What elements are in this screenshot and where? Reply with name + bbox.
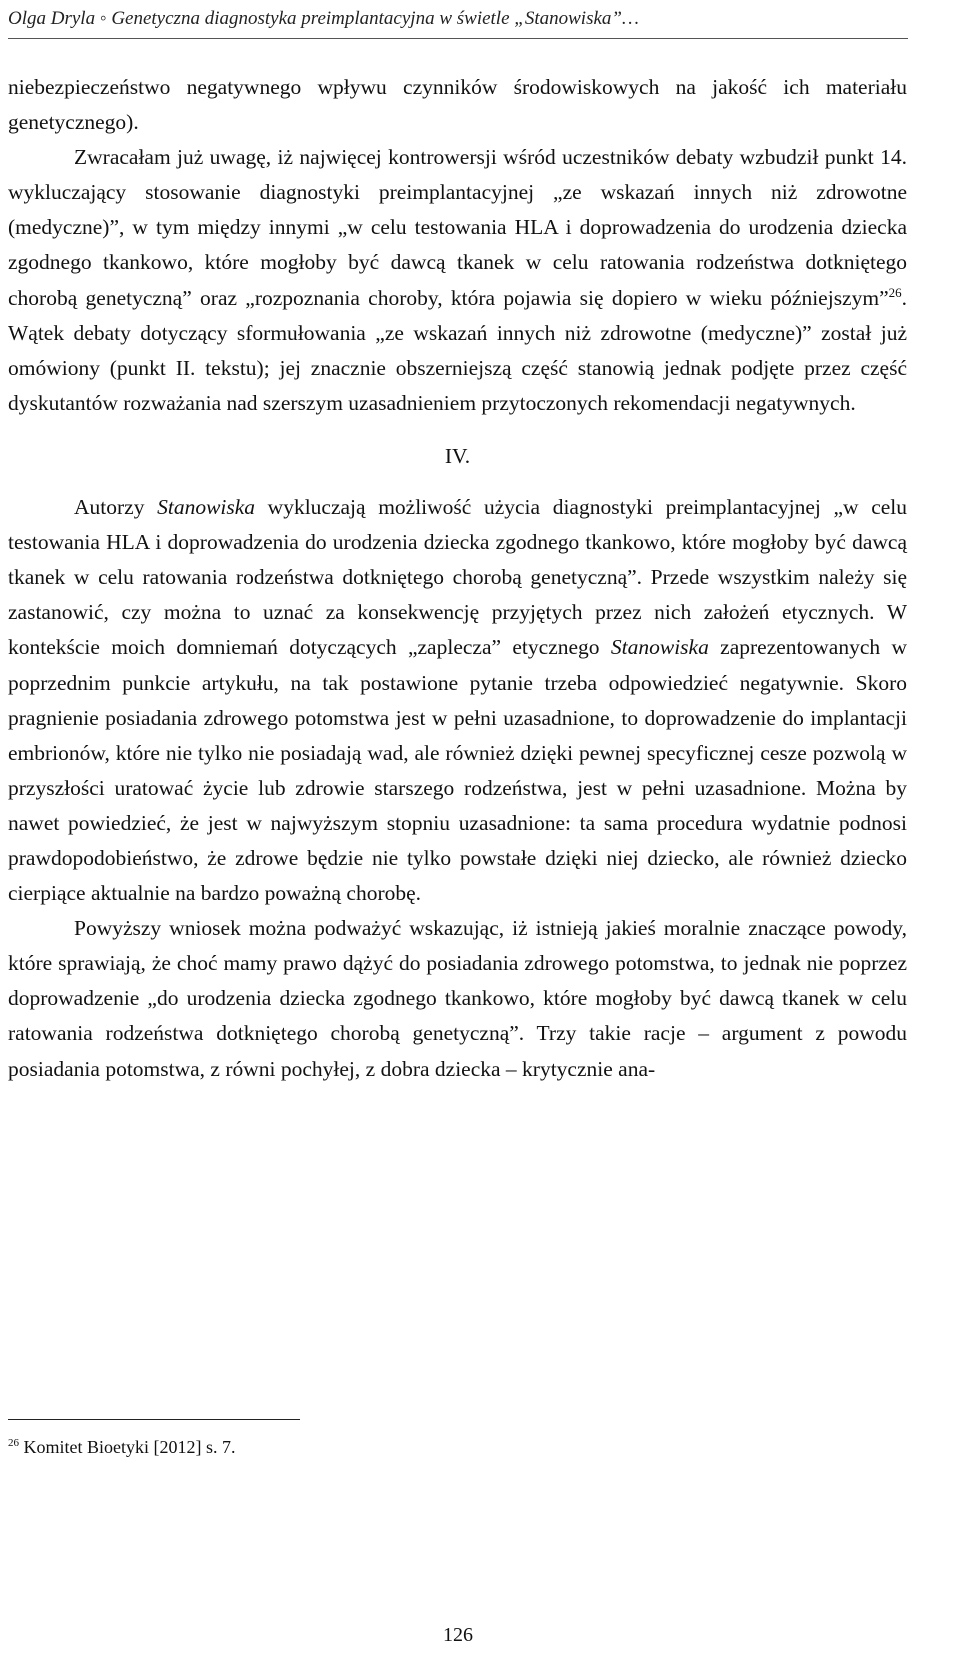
paragraph-2: Zwracałam już uwagę, iż najwięcej kontrowersji wśród uczestników debaty wzbudził punkt 14. wykluczający stosowanie diagnostyki preimplantacyjnej „ze wskazań innych niż zdrowotne (medyczne)”, w tym między innymi „w celu testowania HLA i doprowadzenia do urodzenia dziecka zgodnego tkankowo, które mogłoby być dawcą tkanek w celu ratowania rodzeństwa dotkniętego chorobą genetyczną” oraz „rozpoznania choroby, która pojawia się dopiero w wieku późniejszym”$^{26}$. Wątek debaty dotyczący sformułowania „ze wskazań innych niż zdrowotne (medyczne)” został już omówiony (punkt II. tekstu); jej znacznie obszerniejszą część stanowią jednak podjęte przez część dyskutantów rozważania nad szerszym uzasadnieniem przytoczonych rekomendacji negatywnych. (8, 145, 907, 415)
page-number: 126 (443, 1624, 473, 1646)
italic-title: Stanowiska (157, 495, 256, 520)
footnote-number: 26 (8, 1437, 19, 1449)
footnote (8, 1436, 235, 1458)
paragraph-3: Autorzy Stanowiska wykluczają możliwość użycia diagnostyki preimplantacyjnej „w celu testowania HLA i doprowadzenia do urodzenia dziecka zgodnego tkankowo, które mogłoby być dawcą tkanek w celu ratowania rodzeństwa dotkniętego chorobą genetyczną”. Przede wszystkim należy się zastanowić, czy można to uznać za konsekwencję przyjętych przez nich założeń etycznych. W kontekście moich domniemań dotyczących „zaplecza” etycznego Stanowiska zaprezentowanych w poprzednim punkcie artykułu, na tak postawione pytanie trzeba odpowiedzieć negatywnie. Skoro pragnienie posiadania zdrowego potomstwa jest w pełni uzasadnione, to doprowadzenie do implantacji embrionów, które nie tylko nie posiadają wad, ale również dzięki pewnej specyficznej cesze pozwolą w przyszłości uratować życie lub zdrowie starszego rodzeństwa, jest w pełni uzasadnione. Można by nawet powiedzieć, że jest w najwyższym stopniu uzasadnione: ta sama procedura wydatnie podnosi prawdopodobieństwo, że zdrowe będzie nie tylko powstałe dzięki niej dziecko, ale również dziecko cierpiące aktualnie na bardzo poważną chorobę. (8, 495, 908, 906)
section-heading: IV. (444, 443, 471, 468)
footnote-reference[interactable]: 26 (888, 284, 902, 300)
paragraph-1: niebezpieczeństwo negatywnego wpływu czynników środowiskowych na jakość ich materiału genetycznego). (8, 75, 907, 135)
footnote-divider (8, 1419, 300, 1420)
header-divider (8, 38, 908, 39)
running-header: Olga Dryla ◦ Genetyczna diagnostyka preimplantacyjna w świetle „Stanowiska”… (8, 8, 639, 29)
main-text (8, 70, 907, 1087)
footnote-text: Komitet Bioetyki [2012] s. 7. (19, 1437, 236, 1457)
italic-title: Stanowiska (610, 635, 709, 660)
paragraph-4: Powyższy wniosek można podważyć wskazując, iż istnieją jakieś moralnie znaczące powody, które sprawiają, że choć mamy prawo dążyć do posiadania zdrowego potomstwa, to jednak nie poprzez doprowadzenie „do urodzenia dziecka zgodnego tkankowo, które mogłoby być dawcą tkanek w celu ratowania rodzeństwa dotkniętego chorobą genetyczną”. Trzy takie racje – argument z powodu posiadania potomstwa, z równi pochyłej, z dobra dziecka – krytycznie ana- (8, 916, 907, 1081)
